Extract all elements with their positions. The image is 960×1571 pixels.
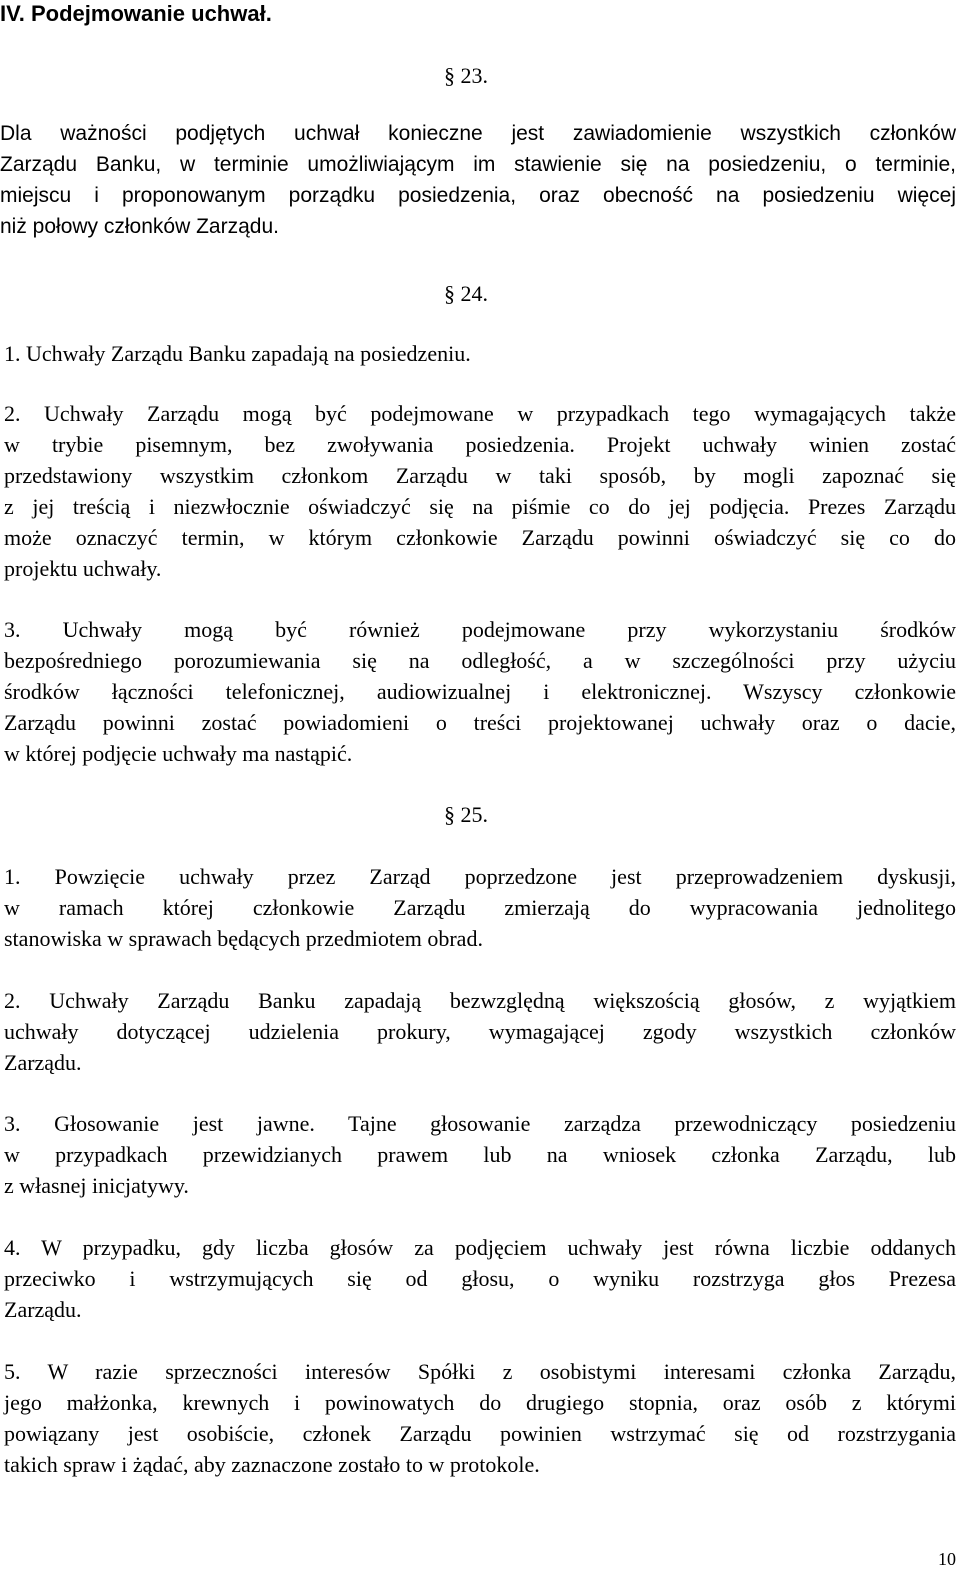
text-line: Zarządu Banku, w terminie umożliwiającym im stawienie się na posiedzeniu, o terminie,	[0, 153, 956, 176]
text-line: 2. Uchwały Zarządu mogą być podejmowane w przypadkach tego wymagających także	[4, 401, 956, 426]
section-24-item-2	[4, 398, 956, 584]
text-line: w trybie pisemnym, bez zwoływania posiedzenia. Projekt uchwały winien zostać	[4, 432, 956, 457]
section-25-item-2	[4, 985, 956, 1078]
text-line: miejscu i proponowanym porządku posiedzenia, oraz obecność na posiedzeniu więcej	[0, 184, 956, 207]
text-line: 1. Powzięcie uchwały przez Zarząd poprzedzone jest przeprowadzeniem dyskusji,	[4, 864, 956, 889]
text-line: 2. Uchwały Zarządu Banku zapadają bezwzględną większością głosów, z wyjątkiem	[4, 988, 956, 1013]
text-line: z własnej inicjatywy.	[4, 1173, 189, 1198]
text-line: takich spraw i żądać, aby zaznaczone zostało to w protokole.	[4, 1452, 540, 1477]
text-line: 4. W przypadku, gdy liczba głosów za podjęciem uchwały jest równa liczbie oddanych	[4, 1235, 956, 1260]
text-line: przeciwko i wstrzymujących się od głosu, o wyniku rozstrzyga głos Prezesa	[4, 1266, 956, 1291]
text-line: stanowiska w sprawach będących przedmiotem obrad.	[4, 926, 483, 951]
text-line: w której podjęcie uchwały ma nastąpić.	[4, 741, 353, 766]
section-25-item-3	[4, 1108, 956, 1201]
text-line: bezpośredniego porozumiewania się na odległość, a w szczególności przy użyciu	[4, 648, 956, 673]
text-line: z jej treścią i niezwłocznie oświadczyć się na piśmie co do jej podjęcia. Prezes Zarządu	[4, 494, 956, 519]
section-25-item-1	[4, 861, 956, 954]
page-number: 10	[938, 1549, 956, 1569]
text-line: 3. Głosowanie jest jawne. Tajne głosowanie zarządza przewodniczący posiedzeniu	[4, 1111, 956, 1136]
section-23-heading: § 23.	[444, 63, 488, 88]
text-line: Zarządu powinni zostać powiadomieni o treści projektowanej uchwały oraz o dacie,	[4, 710, 956, 735]
text-line: powiązany jest osobiście, członek Zarządu powinien wstrzymać się od rozstrzygania	[4, 1421, 956, 1446]
text-line: przedstawiony wszystkim członkom Zarządu w taki sposób, by mogli zapoznać się	[4, 463, 956, 488]
section-24-item-3	[4, 614, 956, 769]
section-24-item-1	[4, 338, 956, 369]
text-line: Zarządu.	[4, 1050, 82, 1075]
text-line: jego małżonka, krewnych i powinowatych do drugiego stopnia, oraz osób z którymi	[4, 1390, 956, 1415]
section-25-item-4	[4, 1232, 956, 1325]
text-line: w ramach której członkowie Zarządu zmierzają do wypracowania jednolitego	[4, 895, 956, 920]
chapter-heading: IV. Podejmowanie uchwał.	[0, 1, 272, 26]
text-line: projektu uchwały.	[4, 556, 162, 581]
text-line: może oznaczyć termin, w którym członkowie Zarządu powinni oświadczyć się co do	[4, 525, 956, 550]
text-line: Zarządu.	[4, 1297, 82, 1322]
text-line: środków łączności telefonicznej, audiowizualnej i elektronicznej. Wszyscy członkowie	[4, 679, 956, 704]
text-line: niż połowy członków Zarządu.	[0, 215, 279, 238]
section-25-heading: § 25.	[444, 802, 488, 827]
text-line: 3. Uchwały mogą być również podejmowane przy wykorzystaniu środków	[4, 617, 956, 642]
text-line: 1. Uchwały Zarządu Banku zapadają na posiedzeniu.	[4, 341, 471, 366]
text-line: 5. W razie sprzeczności interesów Spółki z osobistymi interesami członka Zarządu,	[4, 1359, 956, 1384]
text-line: uchwały dotyczącej udzielenia prokury, wymagającej zgody wszystkich członków	[4, 1019, 956, 1044]
text-line: Dla ważności podjętych uchwał konieczne jest zawiadomienie wszystkich członków	[0, 122, 956, 145]
text-line: w przypadkach przewidzianych prawem lub na wniosek członka Zarządu, lub	[4, 1142, 956, 1167]
section-25-item-5	[4, 1356, 956, 1480]
section-23-paragraph	[0, 118, 956, 242]
section-24-heading: § 24.	[444, 281, 488, 306]
